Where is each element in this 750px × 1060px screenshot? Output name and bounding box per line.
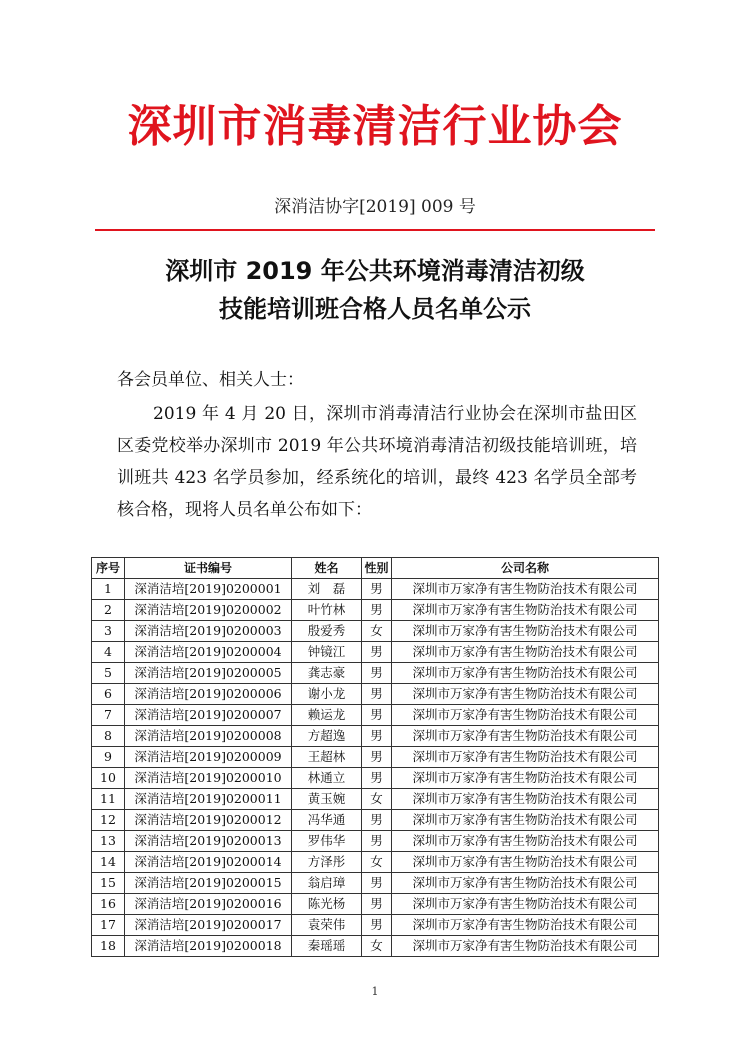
cell-gender: 女 (362, 789, 392, 810)
cell-gender: 男 (362, 747, 392, 768)
cell-gender: 男 (362, 705, 392, 726)
cell-certificate-number: 深消洁培[2019]0200016 (125, 894, 292, 915)
cell-gender: 男 (362, 726, 392, 747)
cell-name: 翁启璋 (292, 873, 362, 894)
table-row (92, 915, 659, 936)
cell-serial: 12 (92, 810, 125, 831)
cell-certificate-number: 深消洁培[2019]0200018 (125, 936, 292, 957)
cell-serial: 6 (92, 684, 125, 705)
table-row (92, 600, 659, 621)
cell-serial: 17 (92, 915, 125, 936)
cell-name: 赖运龙 (292, 705, 362, 726)
cell-gender: 女 (362, 621, 392, 642)
cell-name: 王超林 (292, 747, 362, 768)
cell-name: 龚志豪 (292, 663, 362, 684)
organization-title: 深圳市消毒清洁行业协会 (127, 101, 623, 152)
cell-name: 罗伟华 (292, 831, 362, 852)
cell-company: 深圳市万家净有害生物防治技术有限公司 (392, 726, 659, 747)
cell-serial: 14 (92, 852, 125, 873)
cell-certificate-number: 深消洁培[2019]0200006 (125, 684, 292, 705)
notice-title-line-1: 深圳市 2019 年公共环境消毒清洁初级 (165, 257, 585, 285)
cell-name: 殷爱秀 (292, 621, 362, 642)
cell-company: 深圳市万家净有害生物防治技术有限公司 (392, 642, 659, 663)
cell-name: 叶竹林 (292, 600, 362, 621)
cell-serial: 1 (92, 579, 125, 600)
cell-name: 钟镜江 (292, 642, 362, 663)
table-row (92, 642, 659, 663)
cell-name: 方泽彤 (292, 852, 362, 873)
table-row (92, 768, 659, 789)
cell-certificate-number: 深消洁培[2019]0200013 (125, 831, 292, 852)
cell-gender: 男 (362, 894, 392, 915)
cell-serial: 3 (92, 621, 125, 642)
cell-gender: 男 (362, 579, 392, 600)
header-company: 公司名称 (392, 558, 659, 579)
table-row (92, 705, 659, 726)
cell-company: 深圳市万家净有害生物防治技术有限公司 (392, 684, 659, 705)
table-row (92, 726, 659, 747)
cell-company: 深圳市万家净有害生物防治技术有限公司 (392, 873, 659, 894)
header-serial: 序号 (92, 558, 125, 579)
cell-serial: 18 (92, 936, 125, 957)
cell-company: 深圳市万家净有害生物防治技术有限公司 (392, 768, 659, 789)
cell-company: 深圳市万家净有害生物防治技术有限公司 (392, 705, 659, 726)
cell-name: 冯华通 (292, 810, 362, 831)
table-row (92, 936, 659, 957)
cell-certificate-number: 深消洁培[2019]0200003 (125, 621, 292, 642)
cell-certificate-number: 深消洁培[2019]0200014 (125, 852, 292, 873)
cell-certificate-number: 深消洁培[2019]0200007 (125, 705, 292, 726)
table-row (92, 789, 659, 810)
header-certificate-number: 证书编号 (125, 558, 292, 579)
qualified-personnel-table (91, 557, 659, 957)
body-paragraph: 2019 年 4 月 20 日，深圳市消毒清洁行业协会在深圳市盐田区区委党校举办深圳市 2019 年公共环境消毒清洁初级技能培训班，培训班共 423 名学员参加，经系统化的培训，最终 423 名学员全部考核合格，现将人员名单公布如下： (117, 404, 637, 520)
notice-title (60, 252, 690, 328)
cell-company: 深圳市万家净有害生物防治技术有限公司 (392, 810, 659, 831)
table-row (92, 684, 659, 705)
cell-serial: 10 (92, 768, 125, 789)
cell-company: 深圳市万家净有害生物防治技术有限公司 (392, 579, 659, 600)
cell-serial: 9 (92, 747, 125, 768)
cell-gender: 男 (362, 873, 392, 894)
cell-company: 深圳市万家净有害生物防治技术有限公司 (392, 915, 659, 936)
red-divider-line (95, 229, 655, 231)
table-row (92, 894, 659, 915)
cell-gender: 男 (362, 642, 392, 663)
cell-certificate-number: 深消洁培[2019]0200001 (125, 579, 292, 600)
salutation: 各会员单位、相关人士： (117, 370, 304, 390)
cell-name: 黄玉婉 (292, 789, 362, 810)
header-name: 姓名 (292, 558, 362, 579)
table-row (92, 579, 659, 600)
table-body (92, 579, 659, 957)
table-row (92, 852, 659, 873)
cell-gender: 男 (362, 663, 392, 684)
cell-certificate-number: 深消洁培[2019]0200008 (125, 726, 292, 747)
cell-name: 袁荣伟 (292, 915, 362, 936)
cell-certificate-number: 深消洁培[2019]0200012 (125, 810, 292, 831)
cell-serial: 4 (92, 642, 125, 663)
cell-company: 深圳市万家净有害生物防治技术有限公司 (392, 831, 659, 852)
cell-gender: 男 (362, 810, 392, 831)
table-row (92, 663, 659, 684)
cell-company: 深圳市万家净有害生物防治技术有限公司 (392, 936, 659, 957)
cell-company: 深圳市万家净有害生物防治技术有限公司 (392, 789, 659, 810)
table-row (92, 831, 659, 852)
cell-name: 林通立 (292, 768, 362, 789)
cell-gender: 女 (362, 936, 392, 957)
cell-certificate-number: 深消洁培[2019]0200005 (125, 663, 292, 684)
cell-company: 深圳市万家净有害生物防治技术有限公司 (392, 663, 659, 684)
cell-gender: 男 (362, 684, 392, 705)
notice-title-line-2: 技能培训班合格人员名单公示 (219, 295, 531, 323)
document-number: 深消洁协字[2019] 009 号 (274, 197, 476, 217)
cell-name: 陈光杨 (292, 894, 362, 915)
cell-certificate-number: 深消洁培[2019]0200004 (125, 642, 292, 663)
cell-name: 谢小龙 (292, 684, 362, 705)
cell-serial: 7 (92, 705, 125, 726)
cell-name: 刘 磊 (292, 579, 362, 600)
cell-serial: 8 (92, 726, 125, 747)
table-header-row (92, 558, 659, 579)
table-row (92, 873, 659, 894)
cell-gender: 男 (362, 831, 392, 852)
cell-name: 方超逸 (292, 726, 362, 747)
page-number: 1 (371, 985, 379, 998)
cell-company: 深圳市万家净有害生物防治技术有限公司 (392, 621, 659, 642)
table-row (92, 810, 659, 831)
cell-company: 深圳市万家净有害生物防治技术有限公司 (392, 852, 659, 873)
cell-gender: 男 (362, 768, 392, 789)
cell-serial: 15 (92, 873, 125, 894)
cell-company: 深圳市万家净有害生物防治技术有限公司 (392, 747, 659, 768)
cell-company: 深圳市万家净有害生物防治技术有限公司 (392, 600, 659, 621)
cell-serial: 2 (92, 600, 125, 621)
cell-serial: 16 (92, 894, 125, 915)
cell-certificate-number: 深消洁培[2019]0200002 (125, 600, 292, 621)
cell-certificate-number: 深消洁培[2019]0200017 (125, 915, 292, 936)
cell-gender: 男 (362, 915, 392, 936)
cell-certificate-number: 深消洁培[2019]0200010 (125, 768, 292, 789)
cell-gender: 女 (362, 852, 392, 873)
cell-certificate-number: 深消洁培[2019]0200011 (125, 789, 292, 810)
cell-name: 秦瑶瑶 (292, 936, 362, 957)
cell-certificate-number: 深消洁培[2019]0200015 (125, 873, 292, 894)
cell-serial: 11 (92, 789, 125, 810)
cell-serial: 13 (92, 831, 125, 852)
cell-company: 深圳市万家净有害生物防治技术有限公司 (392, 894, 659, 915)
cell-certificate-number: 深消洁培[2019]0200009 (125, 747, 292, 768)
table-row (92, 747, 659, 768)
header-gender: 性别 (362, 558, 392, 579)
cell-gender: 男 (362, 600, 392, 621)
cell-serial: 5 (92, 663, 125, 684)
table-row (92, 621, 659, 642)
